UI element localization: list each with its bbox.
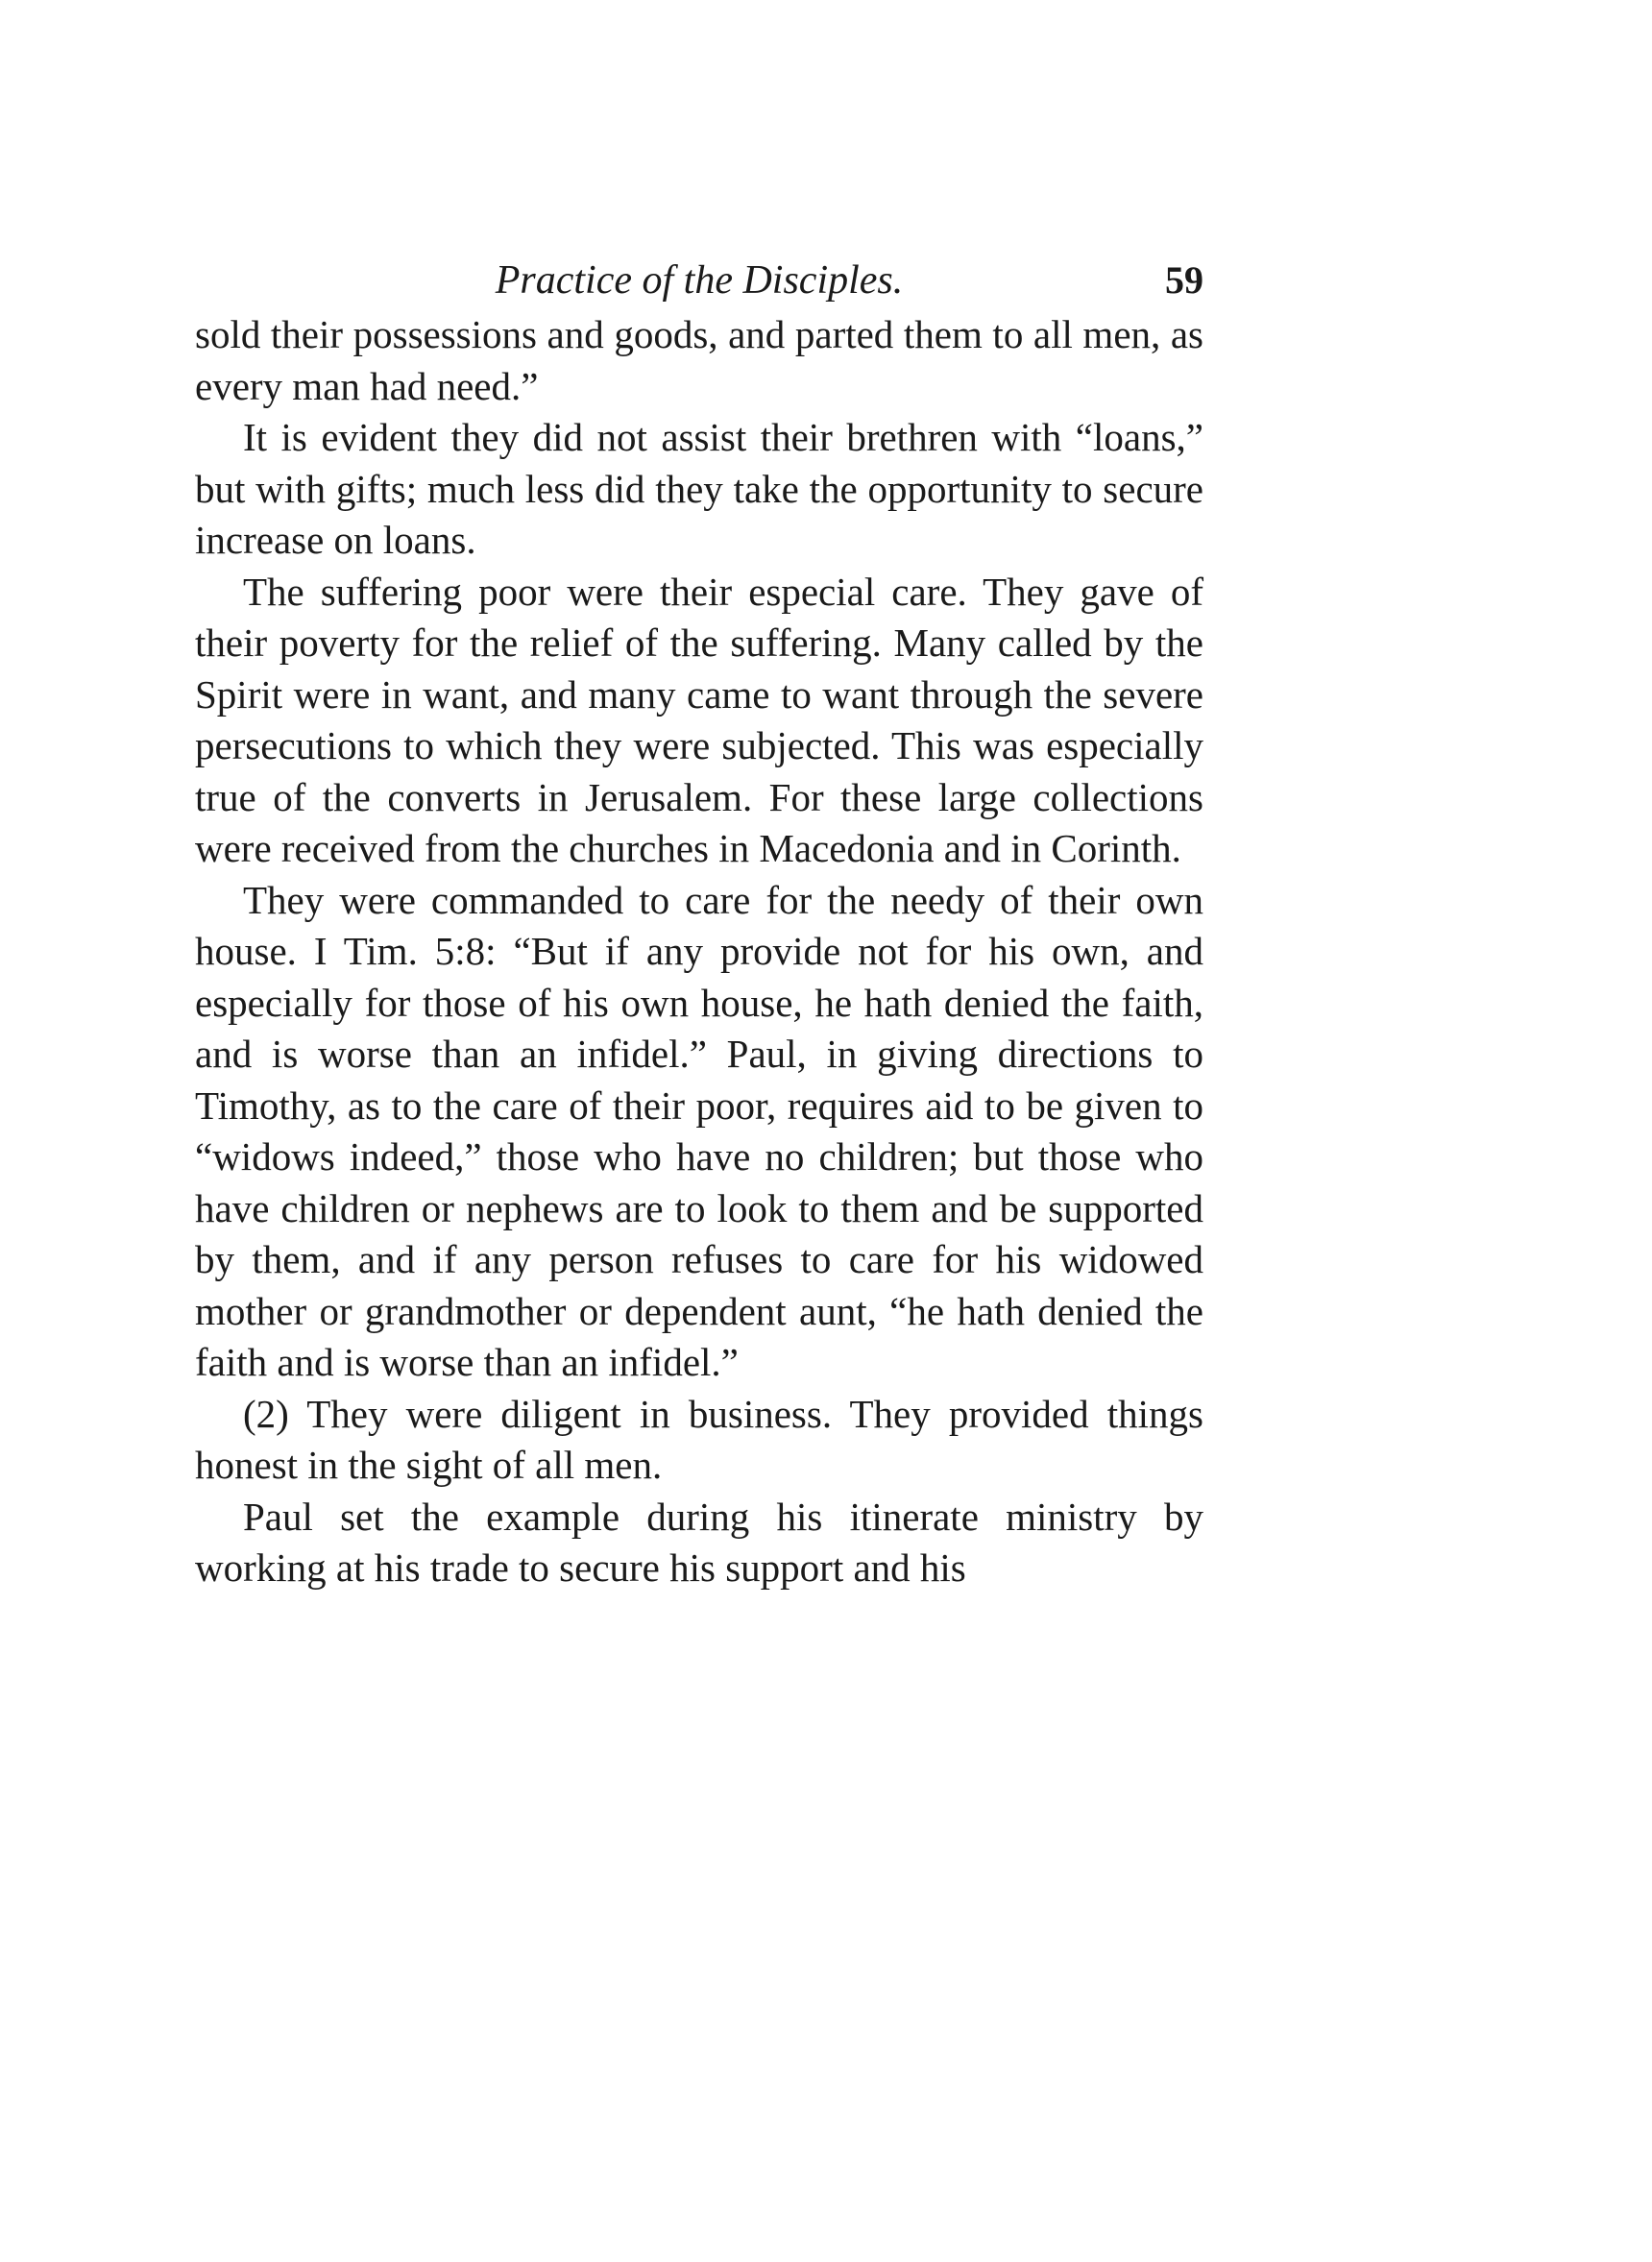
paragraph: It is evident they did not assist their brethren with “loans,” but with gifts; much less did they take the opportunity to secure increase on loans. [195, 415, 1203, 562]
running-title: Practice of the Disciples. [495, 258, 904, 303]
paragraph: (2) They were diligent in business. They provided things honest in the sight of all men. [195, 1391, 1203, 1487]
paragraph: Paul set the example during his itinerate ministry by working at his trade to secure his support and his [195, 1494, 1203, 1590]
page-number: 59 [1165, 258, 1203, 302]
paragraph: The suffering poor were their especial care. They gave of their poverty for the relief of the suffering. Many called by the Spirit were in want, and many came to want through the severe persecutions to which they were subjected. This was especially true of the converts in Jerusalem. For these large collections were received from the churches in Macedonia and in Corinth. [195, 569, 1203, 870]
paragraph: sold their possessions and goods, and parted them to all men, as every man had need.” [195, 312, 1203, 408]
body-text [195, 309, 1203, 1594]
paragraph: They were commanded to care for the needy of their own house. I Tim. 5:8: “But if any provide not for his own, and especially for those of his own house, he hath denied the faith, and is worse than an infidel.” Paul, in giving directions to Timothy, as to the care of their poor, requires aid to be given to “widows indeed,” those who have no children; but those who have children or nephews are to look to them and be supported by them, and if any person refuses to care for his widowed mother or grandmother or dependent aunt, “he hath denied the faith and is worse than an infidel.” [195, 877, 1203, 1384]
